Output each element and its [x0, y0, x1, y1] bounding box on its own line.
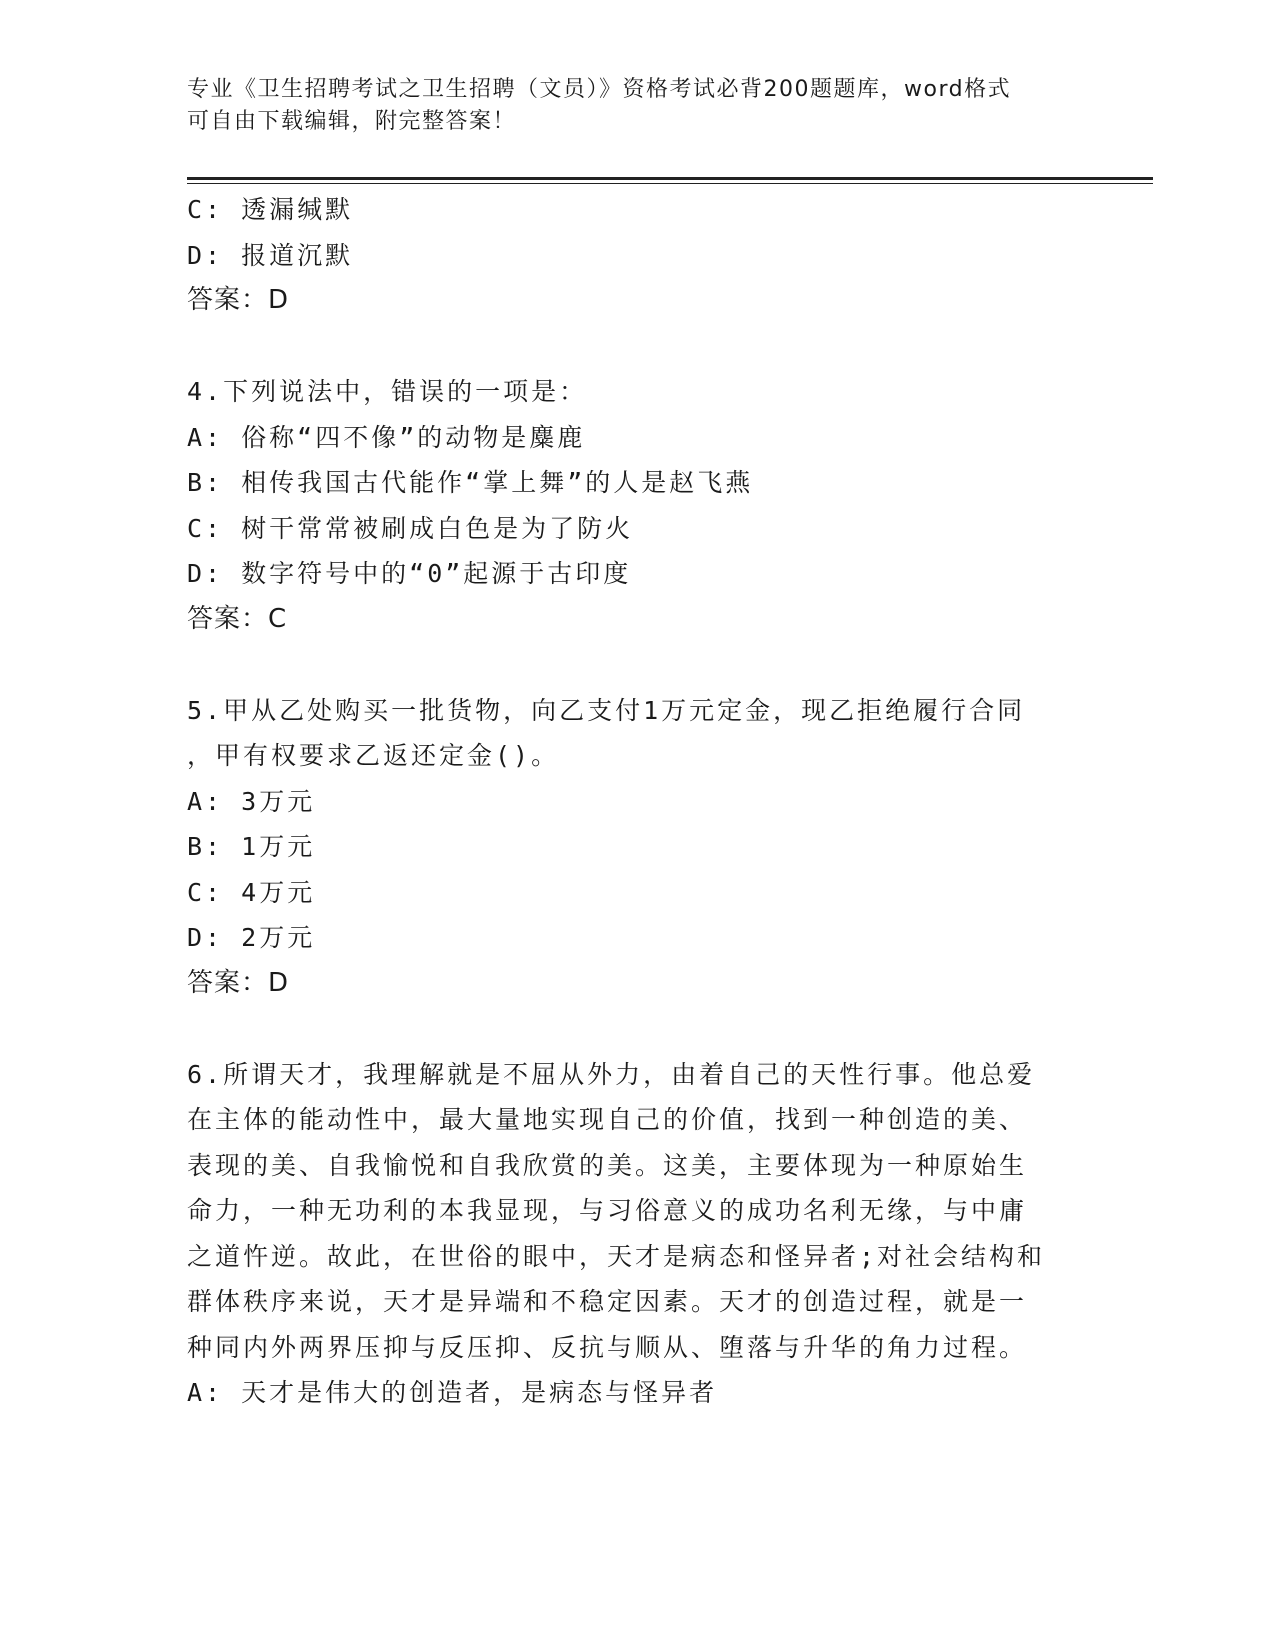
q5-option-c: C: 4万元 — [187, 877, 316, 907]
question-content — [187, 187, 1087, 1416]
q6-stem-line-7: 种同内外两界压抑与反压抑、反抗与顺从、堕落与升华的角力过程。 — [187, 1332, 1028, 1362]
q3-answer: 答案：D — [187, 285, 290, 315]
q5-stem-line-1: 5.甲从乙处购买一批货物，向乙支付1万元定金，现乙拒绝履行合同 — [187, 695, 1026, 725]
q6-stem-line-5: 之道忤逆。故此，在世俗的眼中，天才是病态和怪异者;对社会结构和 — [187, 1241, 1046, 1271]
q5-stem-line-2: ，甲有权要求乙返还定金()。 — [187, 741, 560, 770]
q6-option-a: A: 天才是伟大的创造者，是病态与怪异者 — [187, 1378, 718, 1407]
q3-option-d: D: 报道沉默 — [187, 240, 354, 270]
q4-stem: 4.下列说法中，错误的一项是： — [187, 377, 588, 406]
spacer — [187, 1006, 1087, 1052]
spacer — [187, 642, 1087, 688]
q5-option-d: D: 2万元 — [187, 923, 316, 952]
q5-option-b: B: 1万元 — [187, 832, 316, 861]
q4-option-c: C: 树干常常被刷成白色是为了防火 — [187, 513, 634, 543]
q5-option-a: A: 3万元 — [187, 786, 316, 816]
q6-stem-line-3: 表现的美、自我愉悦和自我欣赏的美。这美，主要体现为一种原始生 — [187, 1150, 1028, 1180]
q4-option-a: A: 俗称“四不像”的动物是麋鹿 — [187, 422, 586, 452]
q6-stem-line-1: 6.所谓天才，我理解就是不屈从外力，由着自己的天性行事。他总爱 — [187, 1059, 1036, 1089]
q4-answer: 答案：C — [187, 603, 288, 634]
q5-answer: 答案：D — [187, 967, 290, 998]
header-divider-thick — [187, 177, 1153, 180]
q4-option-b: B: 相传我国古代能作“掌上舞”的人是赵飞燕 — [187, 468, 754, 497]
q6-stem-line-2: 在主体的能动性中，最大量地实现自己的价值，找到一种创造的美、 — [187, 1105, 1028, 1134]
header-line-1: 专业《卫生招聘考试之卫生招聘（文员）》资格考试必背200题题库，word格式 — [187, 77, 1012, 102]
q3-option-c: C: 透漏缄默 — [187, 195, 354, 224]
header-divider-thin — [187, 183, 1153, 184]
q6-stem-line-4: 命力，一种无功利的本我显现，与习俗意义的成功名利无缘，与中庸 — [187, 1196, 1028, 1225]
header-line-2: 可自由下载编辑，附完整答案！ — [187, 109, 517, 134]
q6-stem-line-6: 群体秩序来说，天才是异端和不稳定因素。天才的创造过程，就是一 — [187, 1287, 1028, 1316]
spacer — [187, 324, 1087, 370]
document-header — [187, 74, 1087, 138]
q4-option-d: D: 数字符号中的“0”起源于古印度 — [187, 559, 632, 588]
